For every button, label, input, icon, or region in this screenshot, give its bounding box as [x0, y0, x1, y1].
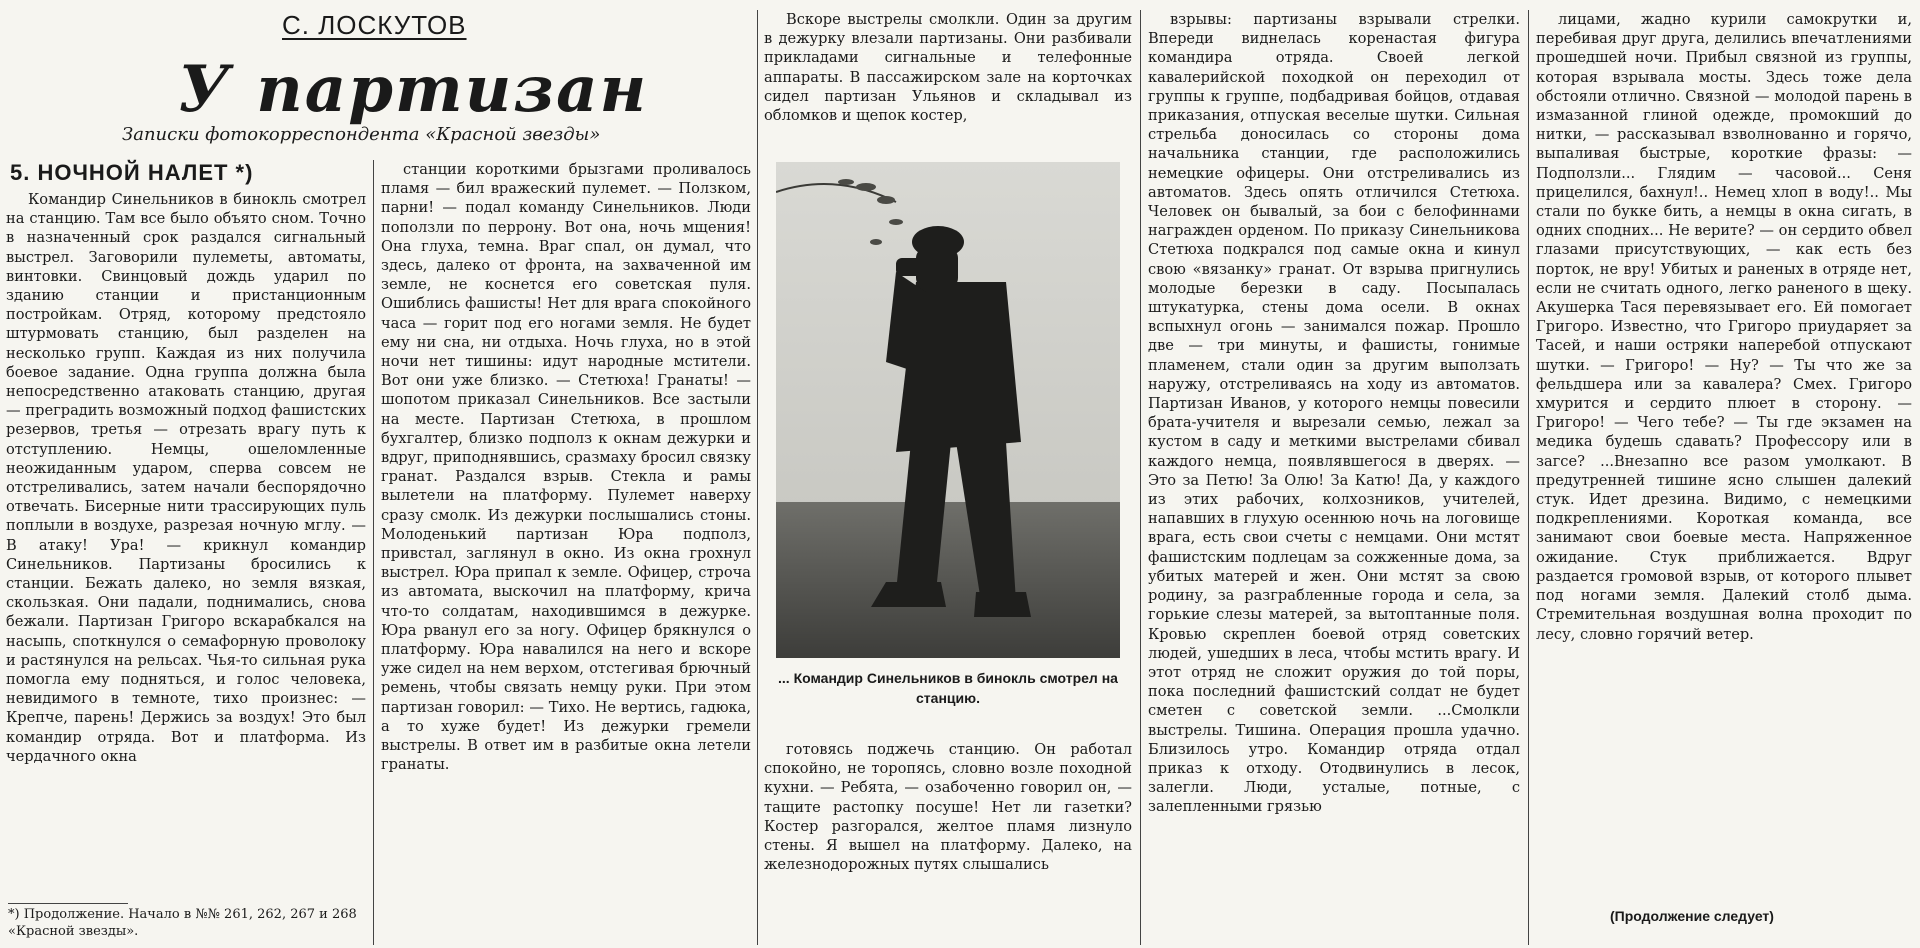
text-column-3-top: [764, 10, 1132, 146]
to-be-continued: (Продолжение следует): [1610, 908, 1774, 924]
column-2-text: станции короткими брызгами проливалось пламя — бил вражеский пулемет. — Ползком, парни! — подал команду Синельников. Люди поползли по перрону. Вот она, ночь мщения! Она глуха, темна. Враг спал, он думал, что здесь, далеко от фронта, на захваченной им земле, не коснется его советская пуля. Ошиблись фашисты! Нет для врага спокойного часа — горит под его ногами земля. Не будет ему ни сна, ни отдыха. Ночь глуха, но в этой ночи нет тишины: идут народные мстители. Вот они уже близко. — Стетюха! Гранаты! — шопотом приказал Синельников. Все застыли на месте. Партизан Стетюха, в прошлом бухгалтер, близко подполз к окнам дежурки и вдруг, приподнявшись, сразмаху бросил связку гранат. Раздался взрыв. Стекла и рамы вылетели на платформу. Пулемет наверху сразу смолк. Из дежурки послышались стоны. Молоденький партизан Юра подполз, привстал, заглянул в окно. Из окна грохнул выстрел. Юра припал к земле. Офицер, строча из автомата, выскочил на платформу, крича что-то солдатам, находившимся в дежурке. Юра рванул его за ногу. Офицер брякнулся о платформу. Юра навалился на него и вскоре уже сидел на нем верхом, отстегивая брючный ремень, чтобы связать немцу руки. При этом партизан говорил: — Тихо. Не вертись, гадюка, а то хуже будет! Из дежурки гремели выстрелы. В ответ им в разбитые окна летели гранаты.: [381, 161, 751, 774]
photo-partisan-with-binoculars: [776, 162, 1120, 658]
column-3-bottom-text: готовясь поджечь станцию. Он работал спокойно, не торопясь, словно возле походной кухни. — Ребята, — озабоченно говорил он, — тащите растопку посуше! Нет ли газетки? Костер разгорался, желтое пламя лизнуло стены. Я вышел на платформу. Далеко, на железнодорожных путях слышались: [764, 741, 1132, 874]
column-divider: [757, 10, 758, 945]
text-column-5: [1536, 10, 1912, 902]
column-divider: [1140, 10, 1141, 945]
author-byline: С. ЛОСКУТОВ: [282, 10, 467, 40]
column-4-text: взрывы: партизаны взрывали стрелки. Впереди виднелась коренастая фигура командира отряда. Своей легкой кавалерийской походкой он переходил от группы к группе, подбадривая бойцов, отдавая приказания, отпуская веселые шутки. Сильная стрельба доносилась со стороны дома начальника станции, где расположились немецкие офицеры. Они отстреливались из автоматов. Здесь опять отличился Стетюха. Человек он бывалый, за бои с белофиннами награжден орденом. По приказу Синельникова Стетюха подкрался под самые окна и кинул свою «вязанку» гранат. От взрыва пригнулись молодые березки в саду. Посыпалась штукатурка, стены дома осели. В окнах вспыхнул огонь — занимался пожар. Прошло две — три минуты, и фашисты, гонимые пламенем, стали один за другим выползать наружу, отстреливаясь на ходу из автоматов. Партизан Иванов, у которого немцы повесили брата-учителя и вырезали семью, лежал за кустом в саду и меткими выстрелами сбивал каждого немца, появлявшегося в дверях. — Это за Петю! За Олю! За Катю! Да, у каждого из этих рабочих, колхозников, учителей, напавших в глухую осеннюю ночь на логовище врага, есть свои счеты с немцами. Они мстят фашистским подлецам за сожженные дома, за убитых матерей и жен. Они мстят за свою родину, за разграбленные города и села, за горькие слезы матерей, за вытоптанные поля. Кровью скреплен боевой отряд советских людей, ушедших в леса, чтобы мстить врагу. И этот отряд не сложит оружия до той поры, пока последний фашистский солдат не будет сметен с советской земли. ...Смолкли выстрелы. Тишина. Операция прошла удачно. Близилось утро. Командир отряда отдал приказ к отходу. Отодвинулись в лесок, залегли. Люди, усталые, потные, с залепленными грязью: [1148, 11, 1520, 816]
text-column-2: [381, 160, 751, 944]
footnote-divider: [8, 903, 128, 904]
text-column-1: [6, 190, 366, 902]
text-column-4: [1148, 10, 1520, 945]
section-title: 5. НОЧНОЙ НАЛЕТ *): [10, 160, 254, 185]
footnote: *) Продолжение. Начало в №№ 261, 262, 267 и 268 «Красной звезды».: [8, 907, 357, 939]
column-5-text: лицами, жадно курили самокрутки и, перебивая друг друга, делились впечатлениями прошедшей ночи. Прибыл связной из группы, которая взрывала мосты. Здесь тоже дела обстояли отлично. Связной — молодой парень в измазанной глиной одежде, промокший до нитки, — рассказывал взволнованно и горячо, выпаливая быстрые, короткие фразы: — Подползли... Глядим — часовой... Сеня прицелился, бахнул!.. Немец хлоп в воду!.. Мы стали по букке бить, а немцы в окна сигать, в одних сподних... Не верите? — он сердито обвел глазами присутствующих, — как есть без порток, не вру! Убитых и раненых в отряде нет, если не считать одного, легко раненого в щеку. Акушерка Тася перевязывает его. Ей помогает Григоро. Известно, что Григоро приударяет за Тасей, и наши остряки наперебой отпускают шутки. — Григоро! — Ну? — Ты что же за фельдшера или за кавалера? Смех. Григоро хмурится и сердито плюет в сторону. — Григоро! — Чего тебе? — Ты где экзамен на медика будешь сдавать? Профессору или в загсе? ...Внезапно все разом умолкают. В предутренней тишине ясно слышен далекий стук. Идет дрезина. Видимо, с немецкими подкреплениями. Короткая команда, все занимают свои боевые места. Напряженное ожидание. Стук приближается. Вдруг раздается громовой взрыв, от которого плывет под ногами земля. Далекий столб дыма. Стремительная воздушная волна проходит по лесу, словно горячий ветер.: [1536, 11, 1912, 643]
text-column-3-bottom: [764, 740, 1132, 945]
photo-caption: ... Командир Синельников в бинокль смотрел на станцию.: [778, 670, 1118, 706]
article-title: У партизан: [178, 52, 649, 127]
column-3-top-text: Вскоре выстрелы смолкли. Один за другим в дежурку влезали партизаны. Они разбивали прикладами сигнальные и телефонные аппараты. В пассажирском зале на корточках сидел партизан Ульянов и складывал из обломков и щепок костер,: [764, 11, 1132, 125]
article-photo: [776, 162, 1120, 658]
column-1-text: Командир Синельников в бинокль смотрел на станцию. Там все было объято сном. Точно в назначенный срок раздался сигнальный выстрел. Заговорили пулеметы, автоматы, винтовки. Свинцовый дождь ударил по зданию станции и пристанционным постройкам. Отряд, которому предстояло штурмовать станцию, был разделен на несколько групп. Каждая из них получила боевое задание. Одна группа должна была непосредственно атаковать станцию, другая — преградить возможный подход фашистских резервов, третья — отрезать врагу путь к отступлению. Немцы, ошеломленные неожиданным ударом, сперва совсем не отстреливались, затем начали беспорядочно отвечать. Бисерные нити трассирующих пуль поплыли в воздухе, разрезая ночную мглу. — В атаку! Ура! — крикнул командир Синельников. Партизаны бросились к станции. Бежать далеко, но земля вязкая, скользкая. Они падали, поднимались, снова бежали. Партизан Григоро вскарабкался на насыпь, споткнулся о семафорную проволоку и растянулся на рельсах. Чья-то сильная рука помогла ему подняться, и голос человека, невидимого в темноте, тихо произнес: — Крепче, парень! Держись за воздух! Это был командир отряда. Вот и платформа. Из чердачного окна: [6, 191, 366, 765]
article-subtitle: Записки фотокорреспондента «Красной звезды»: [122, 124, 601, 145]
column-divider: [1528, 10, 1529, 945]
column-divider: [373, 160, 374, 945]
